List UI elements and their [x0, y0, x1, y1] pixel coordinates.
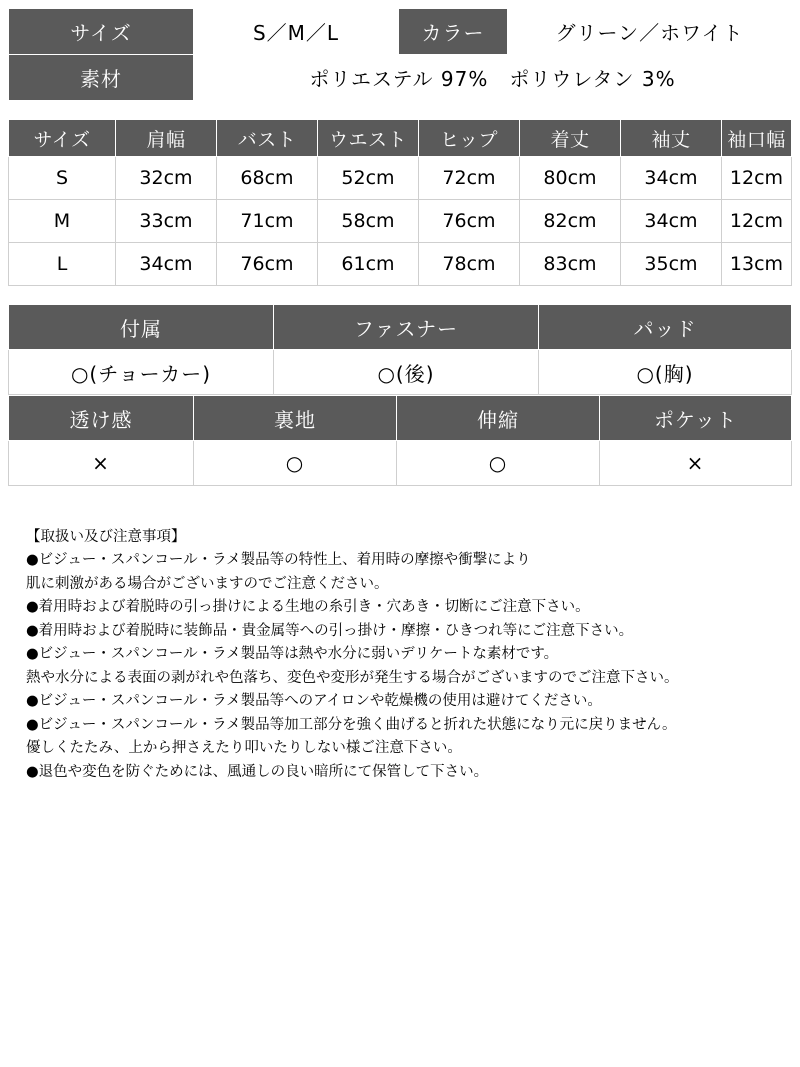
attr-value-lining: ○: [194, 441, 397, 486]
table-row: [9, 396, 792, 441]
care-note-line: ●ビジュー・スパンコール・ラメ製品等へのアイロンや乾燥機の使用は避けてください。: [26, 693, 602, 710]
size-cell: M: [9, 200, 116, 243]
attr-value-zipper: ○(後): [274, 350, 539, 395]
size-cell: 68cm: [217, 157, 318, 200]
size-cell: 76cm: [217, 243, 318, 286]
table-row: [9, 55, 792, 101]
spec-label-material: 素材: [9, 55, 194, 101]
attr-label-lining: 裏地: [194, 396, 397, 441]
table-row: [9, 350, 792, 395]
attr-label-pad: パッド: [539, 305, 792, 350]
size-cell: L: [9, 243, 116, 286]
size-chart-table: [8, 119, 792, 286]
care-note-line: ●着用時および着脱時に装飾品・貴金属等への引っ掛け・摩擦・ひきつれ等にご注意下さい。: [26, 622, 634, 639]
size-cell: 12cm: [722, 200, 792, 243]
care-note-line: ●ビジュー・スパンコール・ラメ製品等加工部分を強く曲げると折れた状態になり元に戻りません。: [26, 716, 677, 733]
spacer: [8, 286, 792, 304]
table-row: [9, 200, 792, 243]
size-cell: 12cm: [722, 157, 792, 200]
spec-table: [8, 8, 792, 101]
size-cell: S: [9, 157, 116, 200]
size-cell: 72cm: [419, 157, 520, 200]
spec-value-size: S／M／L: [194, 9, 399, 55]
care-note-line: 優しくたたみ、上から押さえたり叩いたりしない様ご注意下さい。: [26, 740, 462, 757]
attributes-table-1: [8, 304, 792, 395]
table-row: [9, 9, 792, 55]
size-cell: 78cm: [419, 243, 520, 286]
care-note-line: ●ビジュー・スパンコール・ラメ製品等は熱や水分に弱いデリケートな素材です。: [26, 646, 559, 663]
size-cell: 71cm: [217, 200, 318, 243]
attr-value-stretch: ○: [397, 441, 600, 486]
table-row: [9, 243, 792, 286]
size-cell: 35cm: [621, 243, 722, 286]
size-cell: 82cm: [520, 200, 621, 243]
attr-value-sheerness: ×: [9, 441, 194, 486]
size-chart-col-length: 着丈: [520, 120, 621, 157]
size-cell: 33cm: [116, 200, 217, 243]
size-chart-col-cuff-width: 袖口幅: [722, 120, 792, 157]
care-note-line: 肌に刺激がある場合がございますのでご注意ください。: [26, 575, 389, 592]
size-chart-col-sleeve-length: 袖丈: [621, 120, 722, 157]
care-note-line: ●着用時および着脱時の引っ掛けによる生地の糸引き・穴あき・切断にご注意下さい。: [26, 599, 590, 616]
size-chart-col-bust: バスト: [217, 120, 318, 157]
care-notes: [8, 526, 792, 784]
size-cell: 13cm: [722, 243, 792, 286]
spec-value-color: グリーン／ホワイト: [508, 9, 792, 55]
attr-label-pocket: ポケット: [600, 396, 792, 441]
size-cell: 34cm: [116, 243, 217, 286]
size-cell: 83cm: [520, 243, 621, 286]
care-note-line: ●退色や変色を防ぐためには、風通しの良い暗所にて保管して下さい。: [26, 763, 489, 780]
size-chart-col-shoulder: 肩幅: [116, 120, 217, 157]
size-cell: 58cm: [318, 200, 419, 243]
size-chart-col-waist: ウエスト: [318, 120, 419, 157]
attr-value-accessory: ○(チョーカー): [9, 350, 274, 395]
size-chart-header-row: [9, 120, 792, 157]
size-chart-col-hip: ヒップ: [419, 120, 520, 157]
spacer: [8, 101, 792, 119]
size-cell: 52cm: [318, 157, 419, 200]
spec-value-material: ポリエステル 97% ポリウレタン 3%: [194, 55, 792, 101]
size-chart-col-size: サイズ: [9, 120, 116, 157]
care-note-line: ●ビジュー・スパンコール・ラメ製品等の特性上、着用時の摩擦や衝撃により: [26, 552, 531, 569]
table-row: [9, 441, 792, 486]
size-cell: 76cm: [419, 200, 520, 243]
attr-value-pad: ○(胸): [539, 350, 792, 395]
size-cell: 34cm: [621, 200, 722, 243]
attr-label-accessory: 付属: [9, 305, 274, 350]
size-cell: 32cm: [116, 157, 217, 200]
spec-label-size: サイズ: [9, 9, 194, 55]
care-notes-title: 【取扱い及び注意事項】: [26, 529, 186, 545]
attr-label-sheerness: 透け感: [9, 396, 194, 441]
size-cell: 61cm: [318, 243, 419, 286]
care-note-line: 熱や水分による表面の剥がれや色落ち、変色や変形が発生する場合がございますのでご注意下さい。: [26, 669, 679, 686]
attributes-table-2: [8, 395, 792, 486]
table-row: [9, 157, 792, 200]
table-row: [9, 305, 792, 350]
attr-label-zipper: ファスナー: [274, 305, 539, 350]
spec-label-color: カラー: [399, 9, 508, 55]
size-cell: 80cm: [520, 157, 621, 200]
size-cell: 34cm: [621, 157, 722, 200]
attr-label-stretch: 伸縮: [397, 396, 600, 441]
attr-value-pocket: ×: [600, 441, 792, 486]
